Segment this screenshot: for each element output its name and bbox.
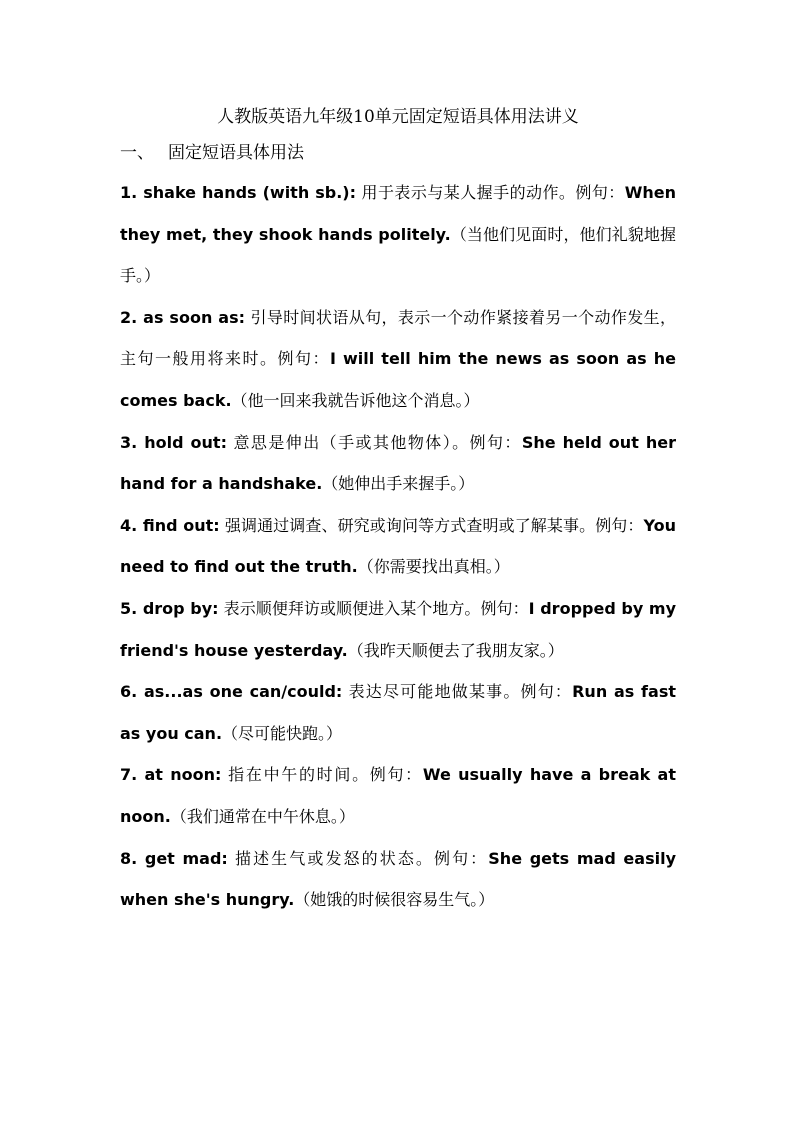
phrase-translation: （我们通常在中午休息。） [170,806,355,826]
phrase-translation: （她饿的时候很容易生气。） [294,890,495,910]
phrase-term: 8. get mad: [120,848,228,868]
phrase-example: When they met, they shook hands politely. [120,183,676,244]
phrase-item [120,422,676,505]
phrase-translation: （当他们见面时，他们礼貌地握手。） [120,224,676,286]
phrase-term: 3. hold out: [120,432,227,452]
phrase-meaning: 表达尽可能地做某事。例句： [342,682,573,702]
phrase-item [120,671,676,754]
phrase-translation: （你需要找出真相。） [357,557,510,577]
phrase-example: You need to find out the truth. [120,515,676,577]
phrase-item [120,172,676,297]
phrase-translation: （她伸出手来握手。） [322,474,475,494]
section-number: 一、 [120,143,154,163]
phrase-item [120,297,676,422]
phrase-example: We usually have a break at noon. [120,765,677,826]
document-title: 人教版英语九年级10单元固定短语具体用法讲义 [217,107,579,127]
phrase-meaning: 意思是伸出（手或其他物体）。例句： [226,432,522,452]
phrase-meaning: 引导时间状语从句，表示一个动作紧接着另一个动作发生，主句一般用将来时。例句： [120,307,677,369]
phrase-example: I dropped by my friend's house yesterday. [120,598,677,660]
phrase-item [120,838,676,921]
phrase-meaning: 表示顺便拜访或顺便进入某个地方。例句： [218,598,529,618]
phrase-item [120,754,676,837]
phrase-term: 6. as...as one can/could: [120,682,343,702]
phrase-example: She gets mad easily when she's hungry. [120,848,677,910]
phrase-example: I will tell him the news as soon as he comes back. [120,349,676,410]
phrase-term: 2. as soon as: [120,307,246,327]
phrase-translation: （尽可能快跑。） [222,723,343,743]
phrase-meaning: 指在中午的时间。例句： [221,765,423,785]
section-heading [120,140,676,166]
phrase-term: 1. shake hands (with sb.): [120,183,356,202]
phrase-example: She held out her hand for a handshake. [120,432,676,494]
phrase-item [120,505,676,588]
phrase-term: 5. drop by: [120,598,219,618]
phrase-translation: （他一回来我就告诉他这个消息。） [231,390,480,410]
phrase-list [120,172,676,921]
phrase-translation: （我昨天顺便去了我朋友家。） [347,640,564,660]
phrase-meaning: 强调通过调查、研究或询问等方式查明或了解某事。例句： [219,515,644,535]
phrase-meaning: 用于表示与某人握手的动作。例句： [356,183,625,202]
phrase-term: 7. at noon: [120,765,222,785]
phrase-example: Run as fast as you can. [120,682,676,743]
phrase-meaning: 描述生气或发怒的状态。例句： [227,848,489,868]
section-heading-text: 固定短语具体用法 [168,143,304,163]
phrase-item [120,588,676,671]
phrase-term: 4. find out: [120,515,220,535]
